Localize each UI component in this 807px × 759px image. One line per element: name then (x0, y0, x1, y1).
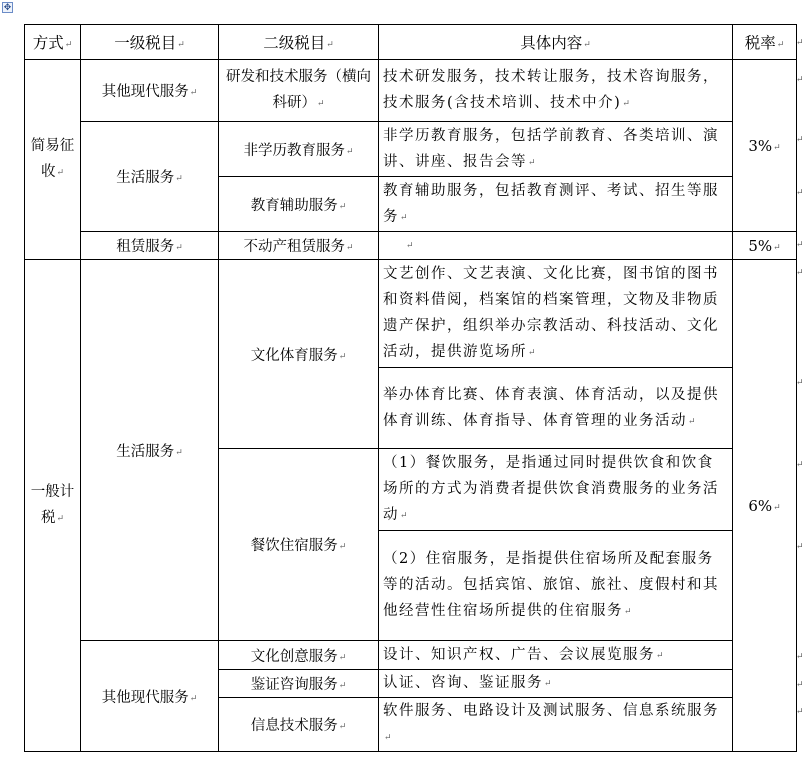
header-content: 具体内容↵ (379, 25, 733, 60)
level1-cell: 其他现代服务↵ (81, 60, 219, 122)
level1-cell: 租赁服务↵ (81, 232, 219, 260)
content-cell: 举办体育比赛、体育表演、体育活动，以及提供体育训练、体育指导、体育管理的业务活动↵ (379, 368, 733, 449)
row-end-mark: ↵ (796, 378, 804, 388)
rate-cell: 5%↵ (733, 232, 797, 260)
row-end-mark: ↵ (796, 268, 804, 278)
content-cell: 教育辅助服务，包括教育测评、考试、招生等服务↵ (379, 177, 733, 232)
method-cell: 一般计税↵ (25, 260, 81, 752)
content-cell: 非学历教育服务，包括学前教育、各类培训、演讲、讲座、报告会等↵ (379, 122, 733, 177)
content-cell: 认证、咨询、鉴证服务↵ (379, 670, 733, 698)
header-rate: 税率↵ (733, 25, 797, 60)
level1-cell: 其他现代服务↵ (81, 641, 219, 752)
row-end-mark: ↵ (796, 75, 804, 85)
content-cell: （2）住宿服务，是指提供住宿场所及配套服务等的活动。包括宾馆、旅馆、旅社、度假村和其他经营性住宿场所提供的住宿服务↵ (379, 531, 733, 641)
level2-cell: 研发和技术服务（横向科研）↵ (219, 60, 379, 122)
header-method: 方式↵ (25, 25, 81, 60)
level2-cell: 教育辅助服务↵ (219, 177, 379, 232)
level2-cell: 不动产租赁服务↵ (219, 232, 379, 260)
level2-cell: 非学历教育服务↵ (219, 122, 379, 177)
header-level2: 二级税目↵ (219, 25, 379, 60)
row-end-mark: ↵ (796, 38, 804, 48)
rate-cell: 6%↵ (733, 260, 797, 752)
level2-cell: 文化创意服务↵ (219, 641, 379, 670)
table-move-handle-icon[interactable]: ✥ (3, 3, 12, 13)
table-row (25, 641, 797, 670)
level2-cell: 信息技术服务↵ (219, 698, 379, 752)
row-end-mark: ↵ (796, 542, 804, 552)
content-cell: 文艺创作、文艺表演、文化比赛，图书馆的图书和资料借阅，档案馆的档案管理，文物及非物质遗产保护，组织举办宗教活动、科技活动、文化活动，提供游览场所↵ (379, 260, 733, 368)
tax-rate-table (24, 24, 797, 752)
header-level1: 一级税目↵ (81, 25, 219, 60)
rate-cell: 3%↵ (733, 60, 797, 232)
row-end-mark: ↵ (796, 707, 804, 717)
table-row (25, 122, 797, 177)
content-cell: 技术研发服务，技术转让服务，技术咨询服务，技术服务(含技术培训、技术中介)↵ (379, 60, 733, 122)
content-cell: （1）餐饮服务，是指通过同时提供饮食和饮食场所的方式为消费者提供饮食消费服务的业务活动↵ (379, 449, 733, 531)
row-end-mark: ↵ (796, 460, 804, 470)
row-end-mark: ↵ (796, 188, 804, 198)
content-cell-empty: ↵ (379, 232, 733, 260)
row-end-mark: ↵ (796, 652, 804, 662)
row-end-mark: ↵ (796, 135, 804, 145)
level2-cell: 文化体育服务↵ (219, 260, 379, 449)
content-cell: 软件服务、电路设计及测试服务、信息系统服务↵ (379, 698, 733, 752)
content-cell: 设计、知识产权、广告、会议展览服务↵ (379, 641, 733, 670)
level2-cell: 餐饮住宿服务↵ (219, 449, 379, 641)
table-row (25, 232, 797, 260)
row-end-marks (796, 0, 807, 759)
row-end-mark: ↵ (796, 240, 804, 250)
level2-cell: 鉴证咨询服务↵ (219, 670, 379, 698)
level1-cell: 生活服务↵ (81, 260, 219, 641)
table-row (25, 260, 797, 368)
row-end-mark: ↵ (796, 680, 804, 690)
level1-cell: 生活服务↵ (81, 122, 219, 232)
table-row (25, 60, 797, 122)
method-cell: 简易征收↵ (25, 60, 81, 260)
header-row (25, 25, 797, 60)
